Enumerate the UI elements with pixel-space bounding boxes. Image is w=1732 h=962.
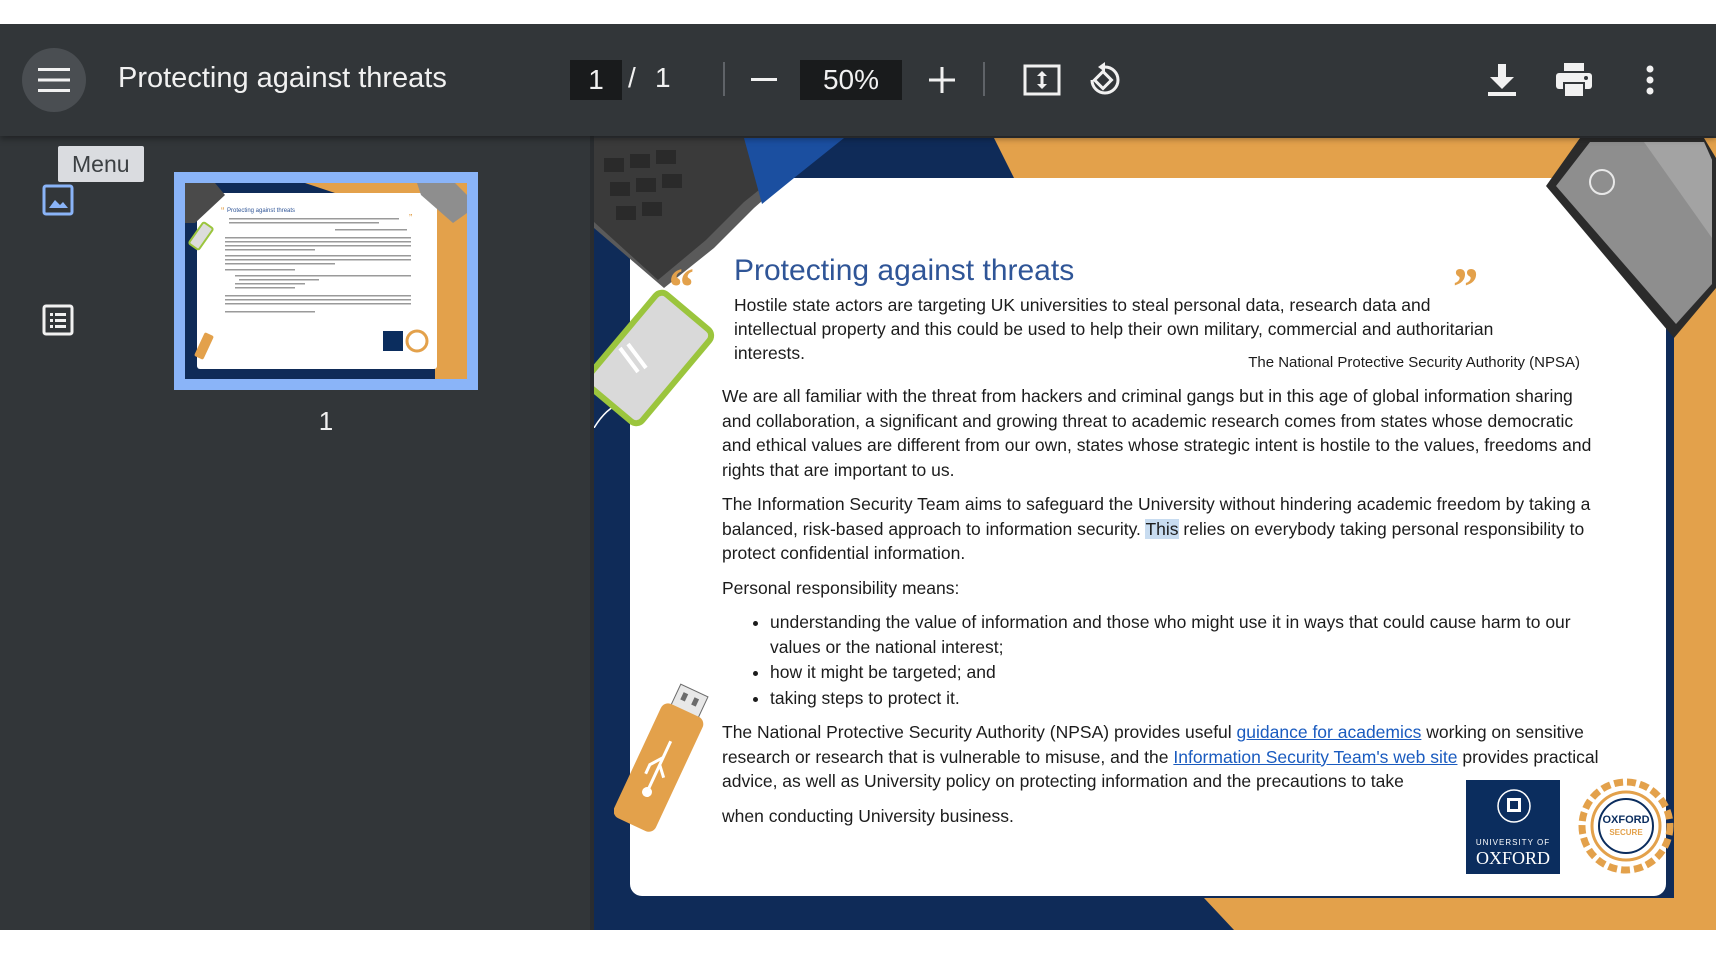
guidance-for-academics-link[interactable]: guidance for academics [1236, 722, 1422, 742]
usb-drive-illustration [614, 678, 714, 838]
document-outline-icon [42, 304, 74, 336]
oxford-logo-text-large: OXFORD [1475, 848, 1550, 868]
pdf-page [594, 138, 1716, 930]
sidebar [0, 136, 590, 930]
menu-tooltip: Menu [58, 146, 144, 182]
outline-view-button[interactable] [34, 296, 82, 344]
secure-logo-text-top: OXFORD [1602, 814, 1650, 826]
pdf-viewer [0, 24, 1716, 930]
oxford-secure-logo [1578, 778, 1674, 874]
zoom-level-input[interactable]: 50% [800, 60, 902, 100]
body-text: relies on everybody taking personal responsibility to protect confidential information. [722, 518, 1585, 563]
page-number-input[interactable]: 1 [570, 60, 622, 100]
fit-page-icon [1023, 64, 1061, 96]
oxford-logo-text-small: UNIVERSITY OF [1475, 838, 1551, 847]
tablet-illustration [1534, 138, 1716, 338]
more-options-button[interactable] [1626, 56, 1674, 104]
menu-button[interactable] [22, 48, 86, 112]
toolbar-divider [723, 62, 725, 96]
quote-attribution: The National Protective Security Authority (NPSA) [1248, 354, 1580, 371]
body-text: The Information Security Team aims to safeguard the University without hindering academic freedom by taking a balanced, risk-based approach to information security. [722, 494, 1591, 539]
zoom-in-button[interactable] [918, 60, 966, 100]
thumbnail-page-number: 1 [318, 406, 334, 436]
thumbnail-view-button[interactable] [34, 176, 82, 224]
oxford-crest-icon [1496, 788, 1532, 828]
page-thumbnail[interactable] [174, 172, 478, 390]
responsibility-list [770, 610, 1602, 710]
close-quote-mark: ” [1450, 257, 1477, 317]
infosec-team-website-link[interactable]: Information Security Team's web site [1173, 746, 1458, 767]
hamburger-menu-icon [38, 67, 70, 93]
rotate-counterclockwise-icon [1085, 61, 1123, 99]
zoom-out-button[interactable] [740, 60, 788, 100]
svg-text:“: “ [221, 206, 225, 217]
document-title: Protecting against threats [118, 62, 447, 94]
open-quote-mark: “ [666, 257, 693, 317]
university-of-oxford-logo [1466, 780, 1560, 874]
body-paragraph: Personal responsibility means: [722, 577, 960, 598]
print-button[interactable] [1550, 56, 1598, 104]
page-separator: / [628, 62, 636, 93]
oxford-secure-badge-icon [1578, 778, 1674, 874]
list-item: • taking steps to protect it. [770, 686, 1602, 711]
fit-to-page-button[interactable] [1018, 56, 1066, 104]
svg-text:Protecting against threats: Protecting against threats [227, 208, 296, 214]
page-thumbnail-image [185, 183, 467, 379]
list-item: • understanding the value of information and those who might use it in ways that could cause harm to our values or the national interest; [770, 610, 1602, 659]
plus-icon [929, 67, 955, 93]
sidebar-view-switcher [0, 136, 118, 930]
body-paragraph [722, 492, 1602, 566]
body-text: provides practical advice, as well as University policy on protecting information and the precautions to take [722, 746, 1599, 791]
body-paragraph: when conducting University business. [722, 805, 1014, 826]
text-selection-highlight[interactable]: This [1145, 518, 1179, 539]
body-text: working on sensitive research or research that is vulnerable to misuse, and the [722, 722, 1584, 767]
document-heading: Protecting against threats [734, 254, 1075, 287]
toolbar-divider [983, 62, 985, 96]
rotate-button[interactable] [1080, 56, 1128, 104]
body-paragraph: We are all familiar with the threat from hackers and criminal gangs but in this age of global information sharing and collaboration, a significant and growing threat to academic research comes from states whose democratic and ethical values are different from our own, states whose strategic intent is hostile to the values, freedoms and rights that are important to us. [722, 386, 1592, 480]
toolbar [0, 24, 1716, 136]
image-thumbnail-icon [42, 184, 74, 216]
secure-logo-text-bottom: SECURE [1609, 828, 1643, 837]
download-icon [1488, 64, 1516, 96]
total-pages: 1 [655, 62, 671, 93]
svg-text:”: ” [409, 213, 413, 224]
minus-icon [751, 78, 777, 82]
list-item: • how it might be targeted; and [770, 660, 1602, 685]
download-button[interactable] [1478, 56, 1526, 104]
document-body [722, 384, 1602, 838]
body-text: The National Protective Security Authority (NPSA) provides useful [722, 722, 1232, 742]
print-icon [1556, 63, 1592, 97]
more-vertical-icon [1646, 65, 1654, 95]
intro-quote: Hostile state actors are targeting UK universities to steal personal data, research data and intellectual property and this could be used to help their own military, commercial and authoritarian interests. [734, 295, 1494, 363]
